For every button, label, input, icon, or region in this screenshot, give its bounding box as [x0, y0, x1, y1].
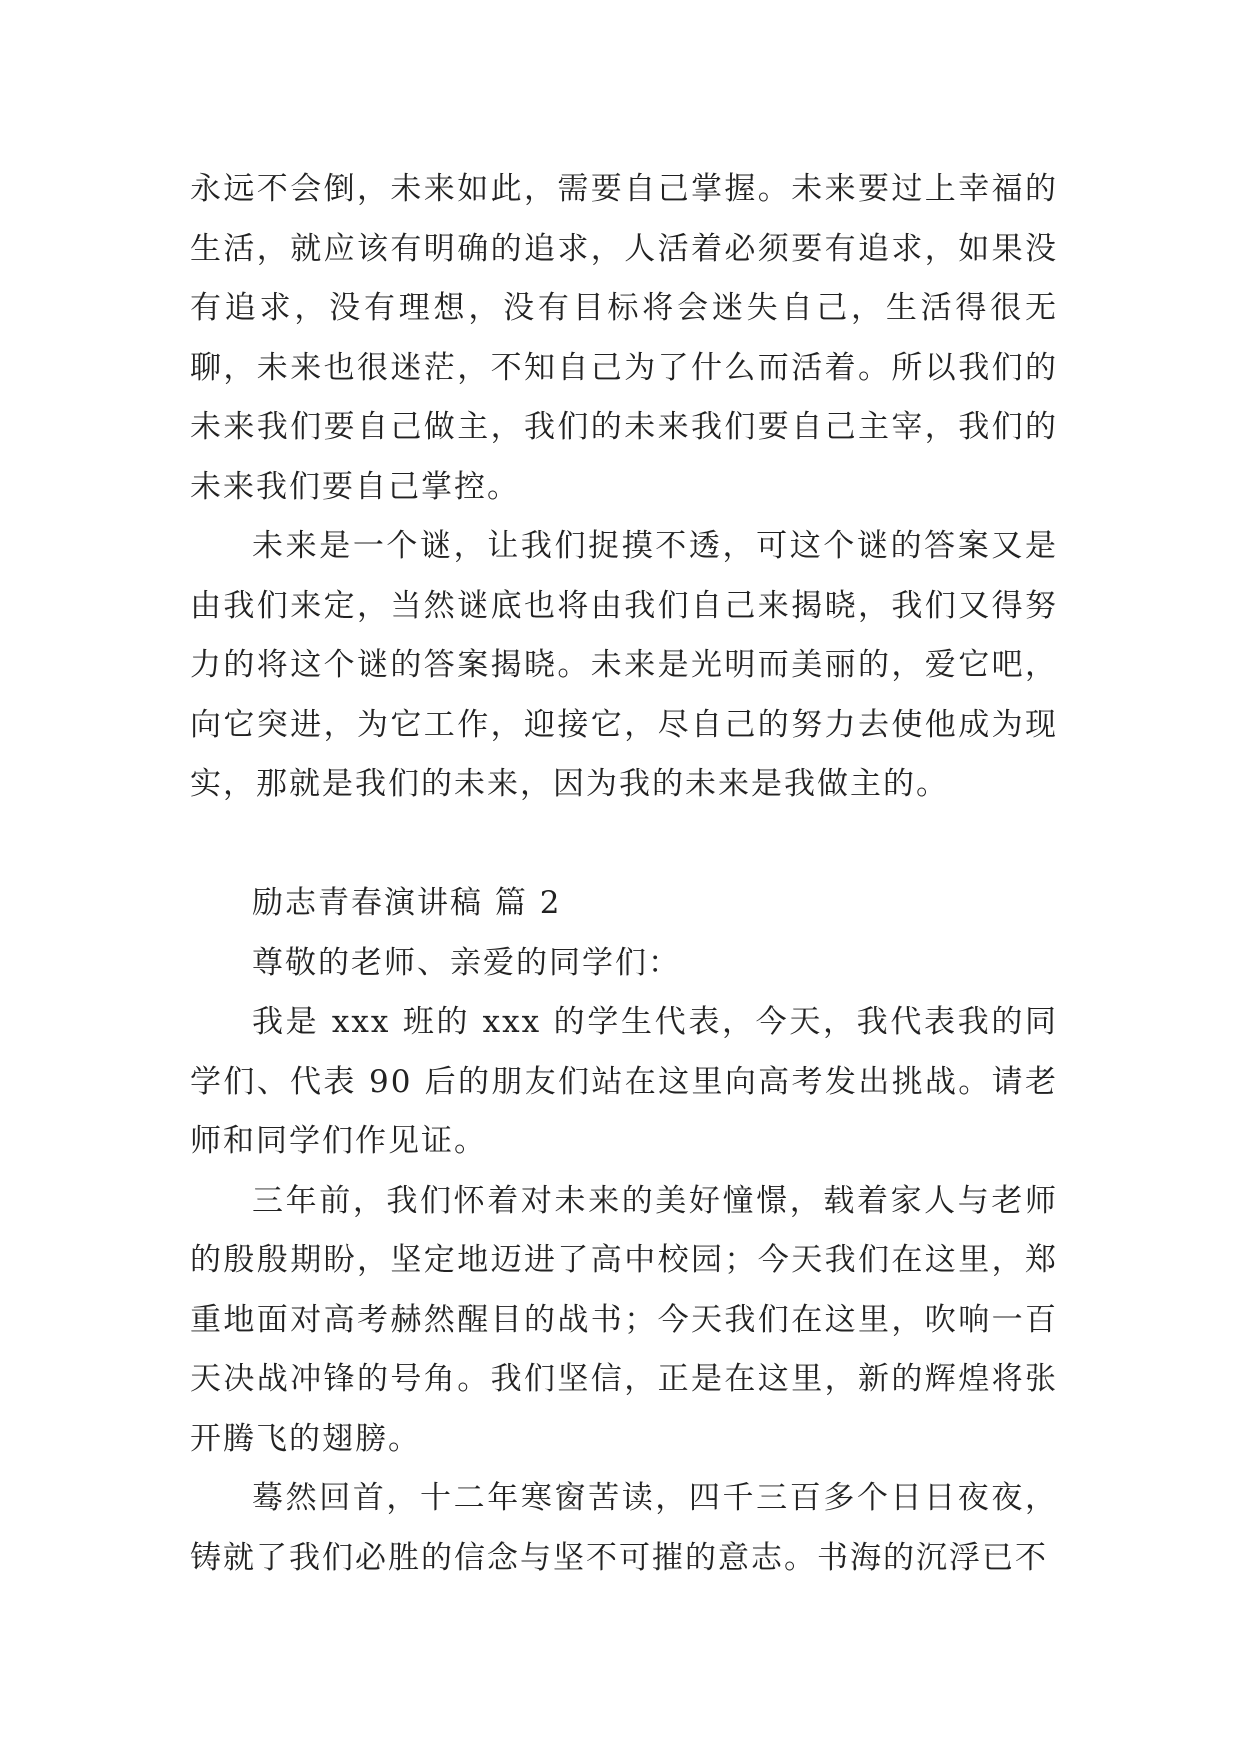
- paragraph-2: 未来是一个谜，让我们捉摸不透，可这个谜的答案又是由我们来定，当然谜底也将由我们自己来揭晓，我们又得努力的将这个谜的答案揭晓。未来是光明而美丽的，爱它吧，向它突进，为它工作，迎接它，尽自己的努力去使他成为现实，那就是我们的未来，因为我的未来是我做主的。: [190, 528, 1058, 802]
- paragraph-1: 永远不会倒，未来如此，需要自己掌握。未来要过上幸福的生活，就应该有明确的追求，人活着必须要有追求，如果没有追求，没有理想，没有目标将会迷失自己，生活得很无聊，未来也很迷茫，不知自己为了什么而活着。所以我们的未来我们要自己做主，我们的未来我们要自己主宰，我们的未来我们要自己掌控。: [190, 171, 1058, 505]
- paragraph-4: 三年前，我们怀着对未来的美好憧憬，载着家人与老师的殷殷期盼，坚定地迈进了高中校园；今天我们在这里，郑重地面对高考赫然醒目的战书；今天我们在这里，吹响一百天决战冲锋的号角。我们坚信，正是在这里，新的辉煌将张开腾飞的翅膀。: [190, 1182, 1058, 1457]
- paragraph-5: 蓦然回首，十二年寒窗苦读，四千三百多个日日夜夜，铸就了我们必胜的信念与坚不可摧的意志。书海的沉浮已不: [190, 1480, 1058, 1576]
- document-body: [190, 160, 1058, 1588]
- section-heading: 励志青春演讲稿 篇 2: [252, 885, 562, 921]
- salutation: 尊敬的老师、亲爱的同学们：: [252, 944, 681, 981]
- section-gap: [190, 815, 1058, 875]
- paragraph-3: 我是 xxx 班的 xxx 的学生代表，今天，我代表我的同学们、代表 90 后的朋友们站在这里向高考发出挑战。请老师和同学们作见证。: [190, 1004, 1058, 1159]
